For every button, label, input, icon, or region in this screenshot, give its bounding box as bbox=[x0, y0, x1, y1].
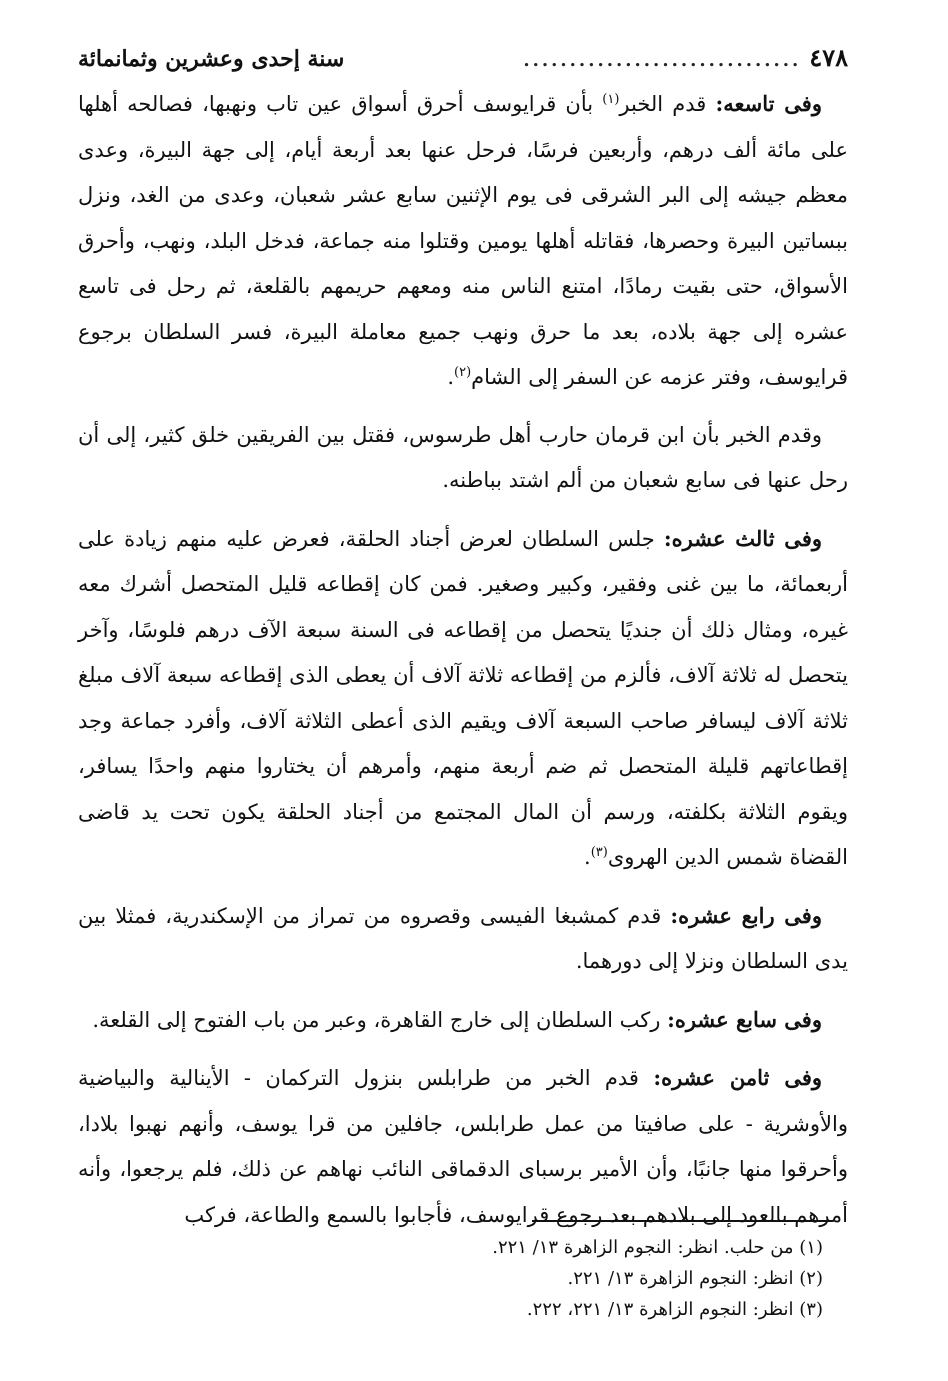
footnote: (٢) انظر: النجوم الزاهرة ١٣/ ٢٢١. bbox=[567, 1268, 823, 1289]
paragraph-text: وقدم الخبر بأن ابن قرمان حارب أهل طرسوس، فقتل بين الفريقين خلق كثير، إلى أن رحل عنها فى سابع شعبان من ألم اشتد بباطنه. bbox=[78, 422, 848, 492]
paragraph-lead: وفى ثالث عشره: bbox=[663, 525, 822, 551]
paragraph bbox=[78, 516, 848, 881]
paragraph-text: جلس السلطان لعرض أجناد الحلقة، فعرض عليه منهم زيادة على أربعمائة، ما بين غنى وفقير، وكبير وصغير. فمن كان إقطاعه قليل المتحصل أشرك معه غيره، ومثال ذلك أن جنديًا يتحصل من إقطاعه فى السنة سبعة الآف درهم فلوسًا، وآخر يتحصل له ثلاثة آلاف، فألزم من إقطاعه ثلاثة آلاف أن يعطى الذى إقطاعه سبعة آلاف مبلغ ثلاثة آلاف ليسافر صاحب السبعة آلاف ويقيم الذى أعطى الثلاثة آلاف، وأفرد جماعة وجد إقطاعاتهم قليلة المتحصل ثم ضم أربعة منهم، وأمرهم أن يختاروا منهم واحدًا يسافر، ويقوم الثلاثة بكلفته، ورسم أن المال المجتمع من أجناد الحلقة يكون تحت يد قاضى القضاة شمس الدين الهروى bbox=[78, 526, 848, 869]
paragraph-text: قدم كمشبغا الفيسى وقصروه من تمراز من الإسكندرية، فمثلا بين يدى السلطان ونزلا إلى دورهما. bbox=[78, 903, 848, 973]
footnote: (٣) انظر: النجوم الزاهرة ١٣/ ٢٢١، ٢٢٢. bbox=[526, 1299, 823, 1320]
paragraph bbox=[78, 81, 848, 401]
header-leader-dots: .............................. bbox=[523, 50, 802, 71]
paragraph-text: بأن قرايوسف أحرق أسواق عين تاب ونهبها، فصالحه أهلها على مائة ألف درهم، وأربعين فرسًا، فرحل عنها بعد أربعة أيام، إلى جهة البيرة، وعدى معظم جيشه إلى البر الشرقى فى يوم الإثنين سابع عشر شعبان، وعدى من الغد، ونزل ببساتين البيرة وحصرها، فقاتله أهلها يومين وقتلوا منه جماعة، فدخل البلد، ونهب، وأحرق الأسواق، حتى بقيت رمادًا، امتنع الناس منه ومعهم حريمهم بالقلعة، ثم رحل فى تاسع عشره إلى جهة بلاده، بعد ما حرق ونهب جميع معاملة البيرة، فسر السلطان برجوع قرايوسف، وفتر عزمه عن السفر إلى الشام bbox=[78, 92, 848, 389]
paragraph-lead: وفى تاسعه: bbox=[715, 91, 822, 116]
paragraph bbox=[78, 1055, 848, 1238]
paragraph-lead: وفى ثامن عشره: bbox=[653, 1065, 823, 1090]
footnote-separator bbox=[532, 1220, 832, 1222]
paragraph-lead: وفى سابع عشره: bbox=[667, 1006, 822, 1032]
footnotes bbox=[78, 1232, 823, 1325]
paragraph-text: ركب السلطان إلى خارج القاهرة، وعبر من باب الفتوح إلى القلعة. bbox=[92, 1007, 668, 1032]
footnote-reference[interactable]: (١) bbox=[602, 92, 620, 107]
footnote: (١) من حلب. انظر: النجوم الزاهرة ١٣/ ٢٢١. bbox=[492, 1237, 823, 1258]
paragraph-lead: وفى رابع عشره: bbox=[670, 902, 822, 928]
footnote-reference[interactable]: (٢) bbox=[454, 365, 472, 380]
footnote-reference[interactable]: (٣) bbox=[590, 845, 608, 860]
paragraph-text: . bbox=[447, 365, 455, 389]
running-title: سنة إحدى وعشرين وثمانمائة bbox=[78, 46, 345, 72]
paragraph bbox=[78, 413, 848, 504]
paragraph-text: قدم الخبر bbox=[619, 92, 716, 116]
paragraph-text: . bbox=[584, 845, 591, 869]
paragraph bbox=[78, 997, 848, 1044]
page-number: ٤٧٨ bbox=[809, 43, 848, 72]
paragraph bbox=[78, 893, 848, 985]
paragraph-text: قدم الخبر من طرابلس بنزول التركمان - الأينالية والبياضية والأوشرية - على صافيتا من عمل طرابلس، جافلين من قرا يوسف، وأنهم نهبوا بلادا، وأحرقوا منها جانبًا، وأن الأمير برسباى الدقماقى النائب نهاهم عن ذلك، فلم يرجعوا، وأنه أمرهم بالعود إلى بلادهم بعد رجوع قرايوسف، فأجابوا بالسمع والطاعة، فركب bbox=[78, 1066, 848, 1227]
running-header bbox=[78, 38, 848, 81]
book-page bbox=[78, 38, 848, 1381]
